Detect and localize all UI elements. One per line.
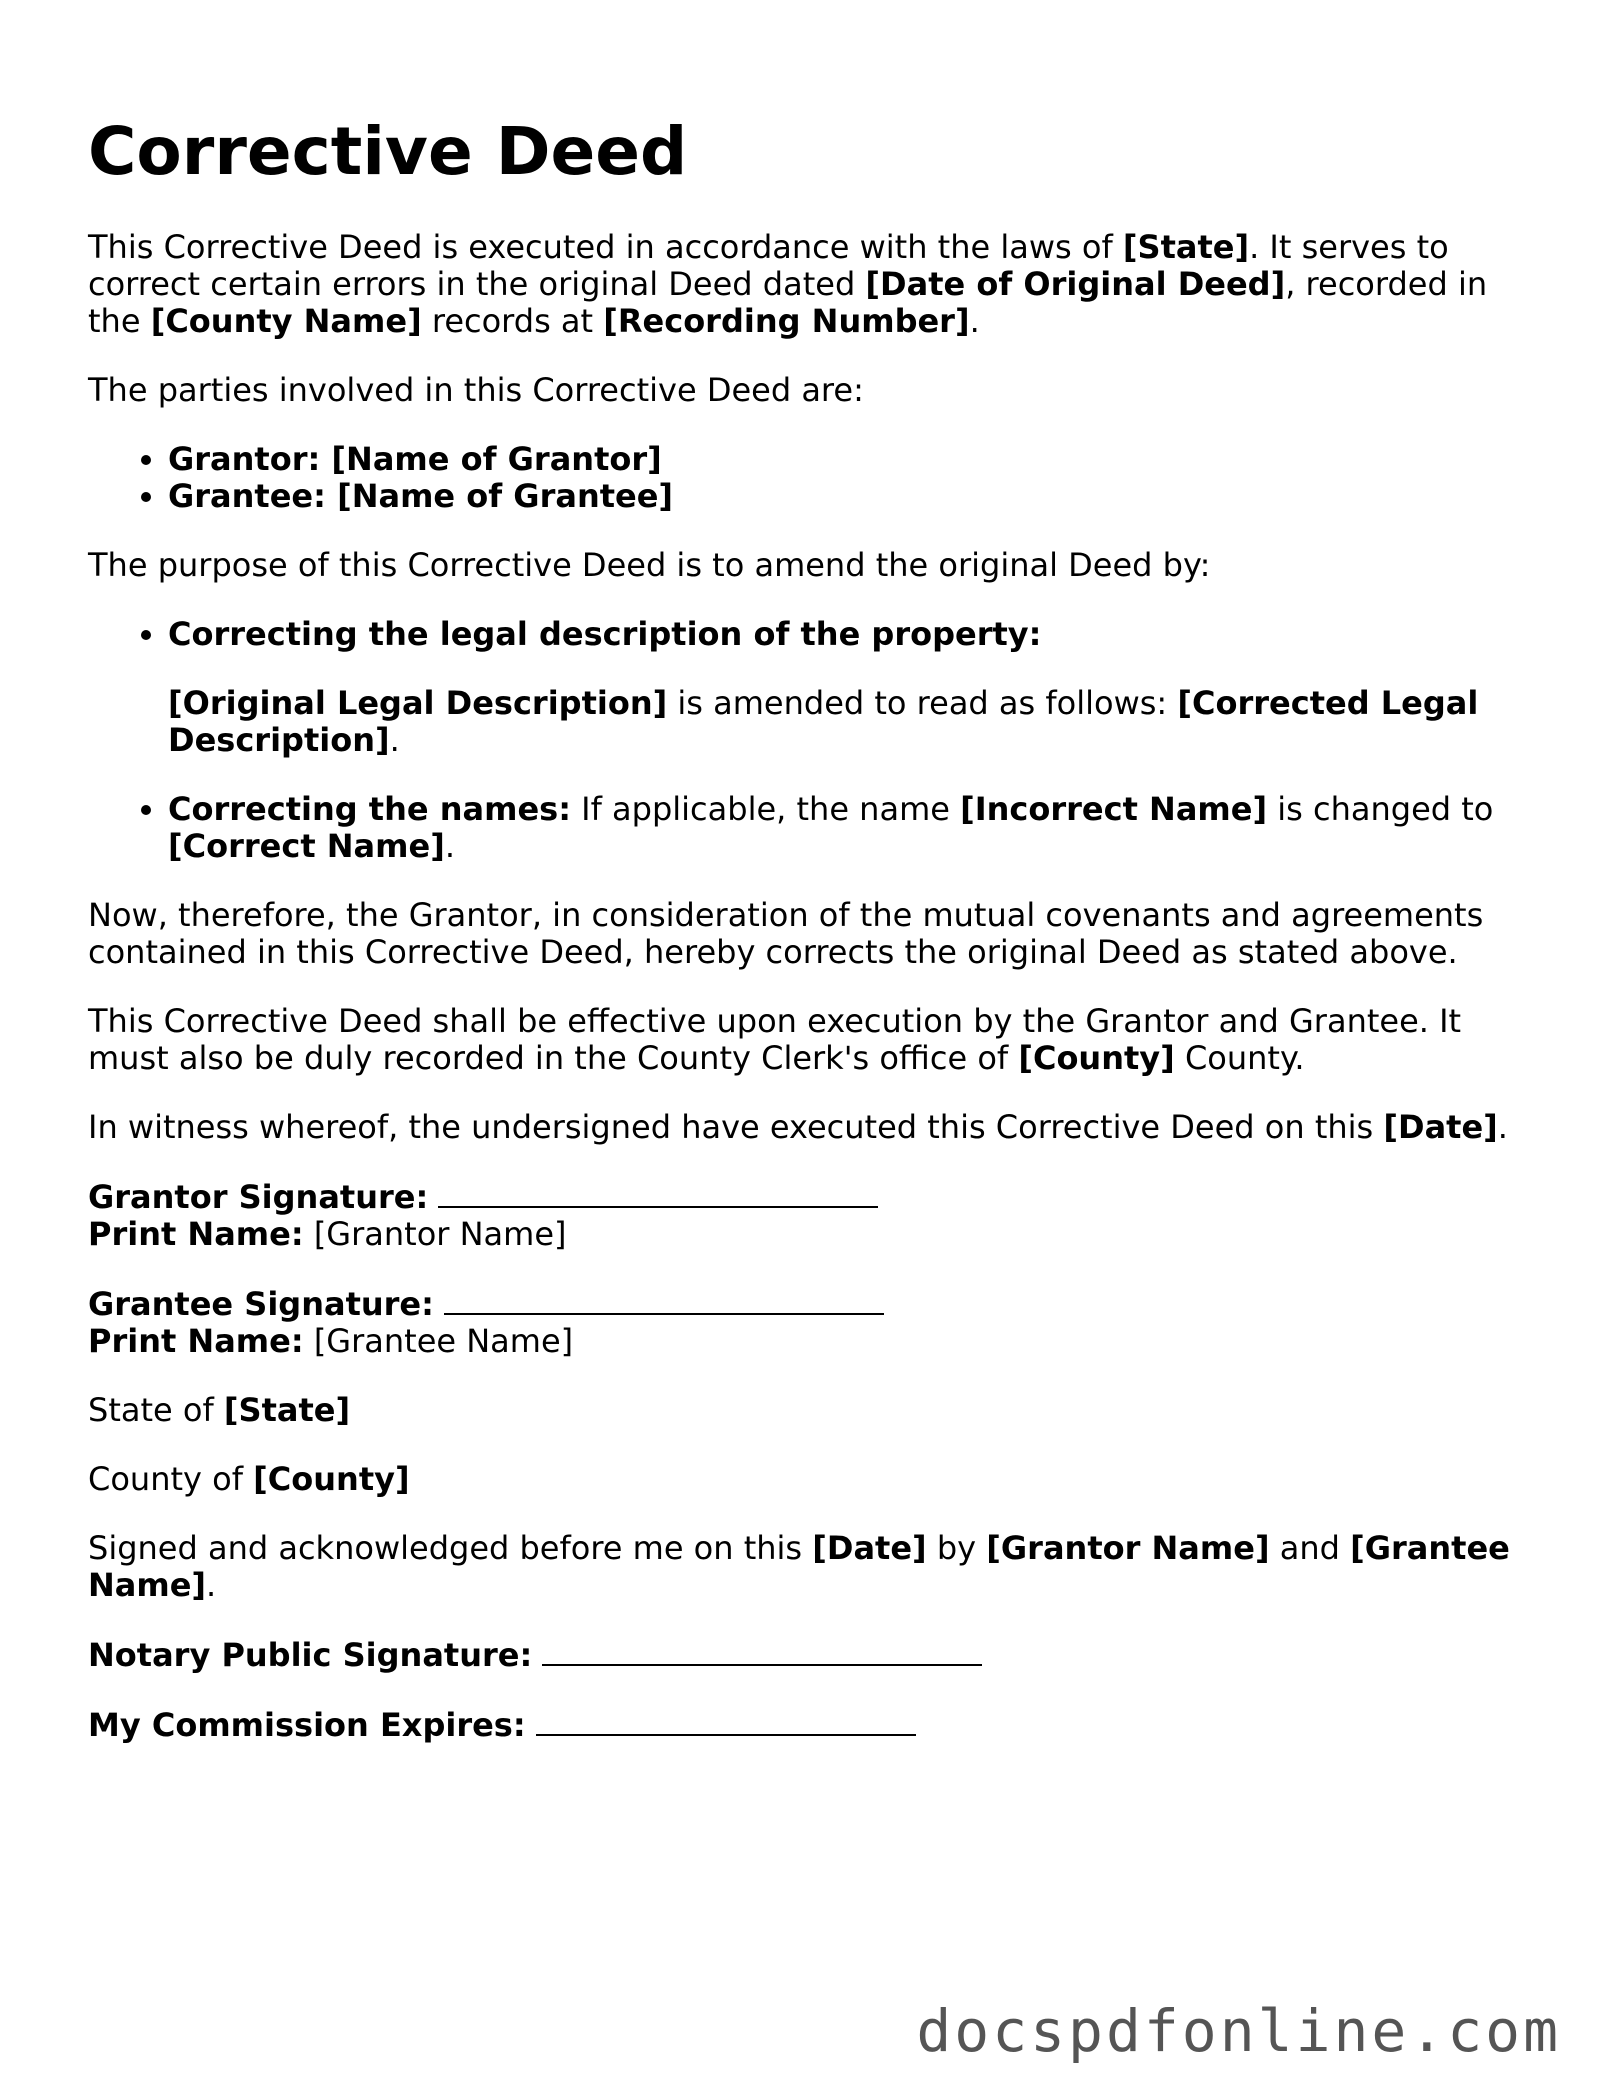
grantee-print-row (88, 1323, 1528, 1360)
county-label: County of (88, 1460, 254, 1498)
names-text: is changed to (1267, 790, 1494, 828)
effective-text: County. (1174, 1039, 1305, 1077)
grantee-signature-label: Grantee Signature: (88, 1285, 434, 1323)
notary-county (88, 1461, 1528, 1498)
notary-state (88, 1392, 1528, 1429)
amended-text: is amended to read as follows: (667, 684, 1178, 722)
placeholder-original-description: [Original Legal Description] (168, 684, 668, 722)
intro-text: This Corrective Deed is executed in accordance with the laws of (88, 228, 1123, 266)
intro-paragraph (88, 229, 1528, 340)
names-text: If applicable, the name (570, 790, 961, 828)
placeholder-grantee-name: [Grantee Name] (88, 1529, 1510, 1604)
placeholder-grantor-name: [Grantor Name] (986, 1529, 1270, 1567)
effective-text: This Corrective Deed shall be effective upon execution by the Grantor and Grantee. It must also be duly recorded in the County Clerk's office of (88, 1002, 1462, 1077)
document-page (88, 100, 1528, 1776)
now-therefore-paragraph: Now, therefore, the Grantor, in consideration of the mutual covenants and agreements contained in this Corrective Deed, hereby corrects the original Deed as stated above. (88, 896, 1484, 971)
placeholder-county: [County] (1018, 1039, 1175, 1077)
commission-expires-row (88, 1706, 1528, 1744)
names-heading: Correcting the names: (168, 790, 571, 828)
legal-description-text (168, 685, 1528, 759)
grantee-signature-block (88, 1285, 1528, 1360)
intro-text: records at (421, 302, 604, 340)
intro-text: . (969, 302, 980, 340)
list-item-names (168, 791, 1528, 865)
grantor-print-name: [Grantor Name] (313, 1215, 567, 1253)
placeholder-corrected-description: [Corrected Legal Description] (168, 684, 1479, 759)
notary-signature-label: Notary Public Signature: (88, 1636, 533, 1674)
placeholder-correct-name: [Correct Name] (168, 827, 445, 865)
grantee-party: Grantee: [Name of Grantee] (168, 477, 674, 515)
list-item-legal-description (168, 616, 1528, 759)
intro-text: . It serves to correct certain errors in the original Deed dated (88, 228, 1449, 303)
notary-signature-row (88, 1636, 1528, 1674)
placeholder-county-name: [County Name] (150, 302, 422, 340)
witness-paragraph (88, 1109, 1528, 1146)
punctuation: . (206, 1566, 217, 1604)
ack-text: and (1269, 1529, 1351, 1567)
grantor-party: Grantor: [Name of Grantor] (168, 440, 662, 478)
purpose-list (88, 616, 1528, 865)
ack-text: by (926, 1529, 987, 1567)
placeholder-state: [State] (223, 1391, 351, 1429)
grantor-signature-label: Grantor Signature: (88, 1178, 429, 1216)
purpose-intro: The purpose of this Corrective Deed is to amend the original Deed by: (88, 546, 1211, 584)
commission-expires-label: My Commission Expires: (88, 1706, 526, 1744)
acknowledgement-paragraph (88, 1530, 1528, 1604)
grantor-signature-block (88, 1178, 1528, 1253)
state-label: State of (88, 1391, 224, 1429)
grantor-print-row (88, 1216, 1528, 1253)
print-name-label: Print Name: (88, 1215, 304, 1253)
punctuation: . (1497, 1108, 1508, 1146)
list-item-grantor (168, 441, 1528, 478)
parties-intro: The parties involved in this Corrective Deed are: (88, 371, 864, 409)
grantee-signature-row (88, 1285, 1528, 1323)
placeholder-incorrect-name: [Incorrect Name] (960, 790, 1268, 828)
punctuation: . (444, 827, 455, 865)
grantor-signature-line[interactable] (438, 1178, 878, 1208)
notary-signature-line[interactable] (542, 1636, 982, 1666)
grantee-signature-line[interactable] (444, 1285, 884, 1315)
list-item-grantee (168, 478, 1528, 515)
grantee-print-name: [Grantee Name] (313, 1322, 574, 1360)
legal-description-heading: Correcting the legal description of the property: (168, 615, 1042, 653)
placeholder-date: [Date] (812, 1529, 927, 1567)
placeholder-original-date: [Date of Original Deed] (865, 265, 1286, 303)
intro-text: , recorded in the (88, 265, 1488, 340)
witness-text: In witness whereof, the undersigned have executed this Corrective Deed on this (88, 1108, 1384, 1146)
watermark: docspdfonline.com (916, 1997, 1561, 2065)
commission-expires-line[interactable] (536, 1706, 916, 1736)
placeholder-date: [Date] (1383, 1108, 1498, 1146)
placeholder-recording-number: [Recording Number] (603, 302, 970, 340)
print-name-label: Print Name: (88, 1322, 304, 1360)
effective-paragraph (88, 1003, 1528, 1077)
placeholder-state: [State] (1122, 228, 1250, 266)
ack-text: Signed and acknowledged before me on this (88, 1529, 813, 1567)
parties-list (88, 441, 1528, 515)
punctuation: . (389, 721, 400, 759)
grantor-signature-row (88, 1178, 1528, 1216)
page-title: Corrective Deed (88, 113, 688, 190)
placeholder-county: [County] (253, 1460, 410, 1498)
